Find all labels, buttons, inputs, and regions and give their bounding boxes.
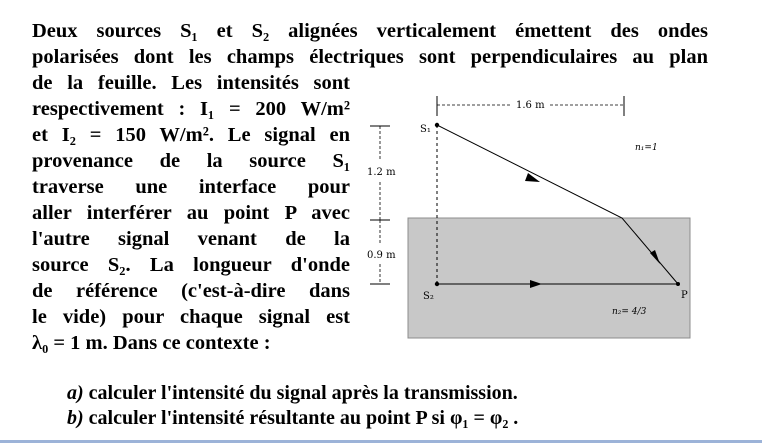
question-a [67, 382, 518, 405]
source-s2-label: S₂ [423, 291, 434, 302]
source-s2-point [435, 282, 439, 286]
question-b-text: calculer l'intensité résultante au point P si φ₁ = φ₂ . [83, 407, 519, 429]
horizontal-dimension-label: 1.6 m [516, 100, 545, 111]
problem-line: Deux sources S₁ et S₂ alignées verticalement émettent des ondes [32, 20, 708, 42]
upper-dimension-label: 1.2 m [367, 167, 396, 178]
problem-line: de référence (c'est-à-dire dans [32, 280, 350, 302]
ray-arrow [525, 173, 540, 182]
problem-line: source S₂. La longueur d'onde [32, 254, 350, 276]
n2-label: n₂= 4/3 [612, 307, 647, 317]
problem-line: aller interférer au point P avec [32, 202, 350, 224]
problem-line: polarisées dont les champs électriques sont perpendiculaires au plan [32, 46, 708, 68]
problem-line: de la feuille. Les intensités sont [32, 72, 350, 94]
problem-line: respectivement : I₁ = 200 W/m² [32, 98, 350, 120]
n1-label: n₁=1 [635, 143, 658, 153]
point-p-label: P [681, 290, 688, 301]
source-s1-label: S₁ [420, 124, 431, 135]
question-a-letter: a) [67, 382, 84, 404]
question-a-text: calculer l'intensité du signal après la transmission. [83, 382, 518, 404]
problem-line: l'autre signal venant de la [32, 228, 350, 250]
question-b-letter: b) [67, 407, 84, 429]
problem-line: provenance de la source S₁ [32, 150, 350, 172]
problem-line: le vide) pour chaque signal est [32, 306, 350, 328]
question-b [67, 407, 518, 430]
problem-line: traverse une interface pour [32, 176, 350, 198]
optics-diagram [360, 88, 700, 350]
medium-region [408, 218, 690, 338]
problem-line: λ₀ = 1 m. Dans ce contexte : [32, 332, 271, 354]
source-s1-point [435, 123, 439, 127]
point-p [676, 282, 680, 286]
lower-dimension-label: 0.9 m [367, 250, 396, 261]
problem-line: et I₂ = 150 W/m². Le signal en [32, 124, 350, 146]
